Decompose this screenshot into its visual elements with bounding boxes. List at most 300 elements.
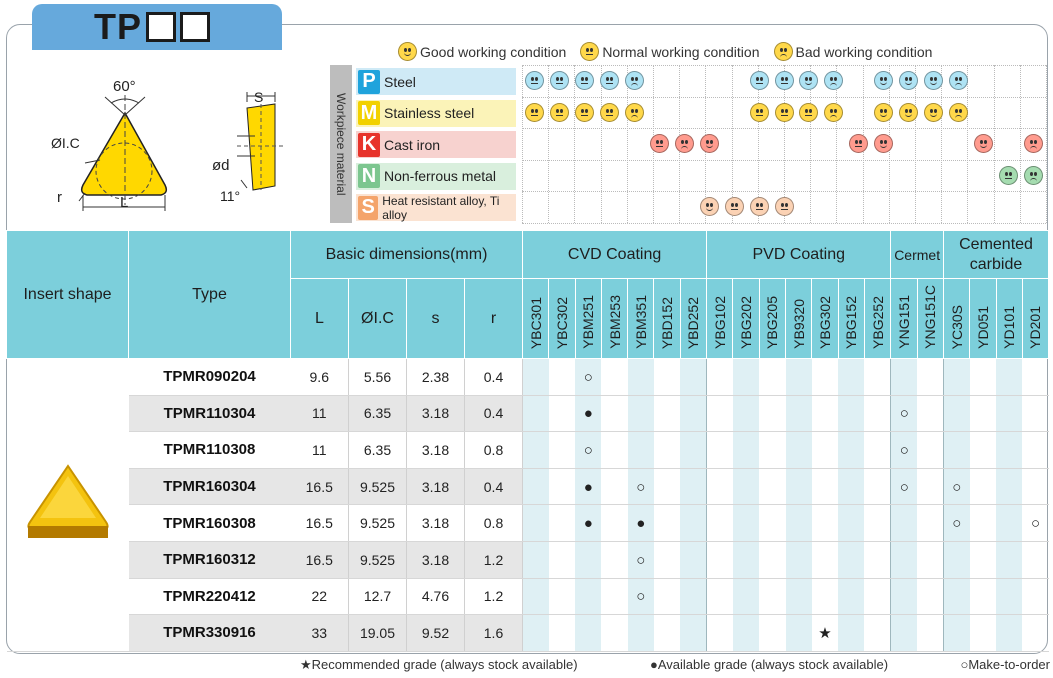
grade-cell (812, 505, 838, 542)
grade-cell (996, 395, 1022, 432)
grade-header (996, 279, 1022, 359)
grade-cell (680, 541, 706, 578)
grade-label: YBG102 (711, 296, 728, 349)
dim-cell: 6.35 (349, 432, 407, 469)
length-label: L (120, 194, 129, 211)
material-letter: N (358, 164, 380, 188)
grade-cell (786, 505, 812, 542)
grade-cell (575, 505, 601, 542)
grade-cell (996, 432, 1022, 469)
grade-mark: ○ (899, 441, 909, 459)
grade-cell (628, 505, 654, 542)
grade-cell (601, 615, 627, 652)
grade-cell (838, 541, 864, 578)
grade-cell (1022, 505, 1048, 542)
grade-header (549, 279, 575, 359)
grade-cell (601, 432, 627, 469)
grade-cell (996, 615, 1022, 652)
good-condition-icon (924, 103, 943, 122)
grade-mark: ★ (818, 624, 832, 642)
dim-cell: 0.8 (465, 432, 523, 469)
dim-L-header: L (291, 279, 349, 359)
condition-grid (522, 65, 1046, 223)
grade-header (575, 279, 601, 359)
grade-cell (864, 432, 890, 469)
grade-cell (943, 578, 969, 615)
grade-cell (838, 468, 864, 505)
dim-cell: 4.76 (407, 578, 465, 615)
grade-cell (733, 505, 759, 542)
good-face-icon (398, 42, 417, 61)
grade-cell (864, 578, 890, 615)
bad-condition-icon (949, 71, 968, 90)
normal-condition-icon (775, 103, 794, 122)
dim-cell: 16.5 (291, 541, 349, 578)
ic-label: ØI.C (51, 135, 80, 151)
dim-cell: 19.05 (349, 615, 407, 652)
grade-cell (891, 395, 917, 432)
material-letter: M (358, 101, 380, 125)
angle-label: 60° (113, 78, 136, 95)
grade-label: YBD252 (685, 296, 702, 349)
grade-label: YNG151 (895, 295, 912, 349)
grade-cell (733, 468, 759, 505)
grade-cell (523, 505, 549, 542)
grade-cell (707, 505, 733, 542)
type-cell: TPMR160312 (129, 541, 291, 578)
grade-cell (812, 615, 838, 652)
side-view-diagram (225, 90, 285, 200)
grade-header (733, 279, 759, 359)
table-row (7, 468, 1049, 505)
grade-cell (523, 541, 549, 578)
dim-cell: 2.38 (407, 359, 465, 396)
material-label: K Cast iron (356, 131, 516, 158)
grade-cell (970, 615, 996, 652)
grade-cell (759, 578, 785, 615)
grade-cell (917, 578, 943, 615)
grade-label: YBG302 (817, 296, 833, 349)
grade-cell (996, 468, 1022, 505)
type-header: Type (129, 231, 291, 359)
grade-cell (970, 578, 996, 615)
grade-cell (654, 432, 680, 469)
dim-cell: 1.6 (465, 615, 523, 652)
material-label: M Stainless steel (356, 100, 516, 127)
bad-condition-icon (675, 134, 694, 153)
insert-shape-cell (7, 359, 129, 652)
title-text: TP (94, 6, 143, 47)
grade-cell (838, 505, 864, 542)
grade-mark: ○ (583, 441, 593, 459)
grade-cell (628, 395, 654, 432)
grade-cell (812, 432, 838, 469)
bad-condition-icon (1024, 166, 1043, 185)
grade-header (970, 279, 996, 359)
grade-header (654, 279, 680, 359)
dim-cell: 0.4 (465, 359, 523, 396)
normal-condition-icon (600, 71, 619, 90)
grade-label: YBC302 (553, 296, 570, 349)
dim-cell: 0.4 (465, 395, 523, 432)
basic-dims-header: Basic dimensions(mm) (291, 231, 523, 279)
grade-label: YBM251 (580, 295, 597, 349)
grade-cell (628, 359, 654, 396)
grade-mark: ● (583, 515, 593, 533)
table-row (7, 395, 1049, 432)
grade-cell (996, 541, 1022, 578)
grade-cell (549, 615, 575, 652)
grade-cell (601, 541, 627, 578)
grade-header (917, 279, 943, 359)
grade-cell (759, 541, 785, 578)
grade-mark: ● (636, 515, 646, 533)
table-row (7, 578, 1049, 615)
grade-cell (707, 578, 733, 615)
grade-cell (733, 578, 759, 615)
footer-available: ●Available grade (always stock available) (649, 657, 889, 672)
grade-cell (786, 615, 812, 652)
dim-cell: 0.4 (465, 468, 523, 505)
grade-mark: ○ (1030, 515, 1040, 533)
grade-cell (864, 359, 890, 396)
table-row (7, 505, 1049, 542)
grade-header (601, 279, 627, 359)
grade-cell (786, 578, 812, 615)
grade-mark: ○ (899, 405, 909, 423)
type-cell: TPMR160304 (129, 468, 291, 505)
good-condition-icon (874, 71, 893, 90)
grade-cell (601, 395, 627, 432)
normal-condition-icon (849, 134, 868, 153)
grade-cell (575, 395, 601, 432)
material-label: P Steel (356, 68, 516, 95)
dim-cell: 3.18 (407, 505, 465, 542)
grade-mark: ○ (636, 551, 646, 569)
grade-label: YBD152 (659, 296, 676, 349)
workpiece-material-block (330, 65, 1046, 223)
good-condition-icon (874, 103, 893, 122)
grade-mark: ○ (899, 478, 909, 496)
grade-cell (628, 468, 654, 505)
grade-cell (628, 432, 654, 469)
grade-header (523, 279, 549, 359)
grade-cell (1022, 395, 1048, 432)
dim-cell: 1.2 (465, 578, 523, 615)
good-condition-icon (899, 103, 918, 122)
grade-cell (575, 578, 601, 615)
grade-mark: ○ (952, 515, 962, 533)
material-row (356, 67, 516, 96)
grade-cell (549, 468, 575, 505)
normal-condition-icon (550, 71, 569, 90)
grade-mark: ○ (952, 478, 962, 496)
grade-cell (733, 541, 759, 578)
grade-cell (707, 395, 733, 432)
table-row (7, 432, 1049, 469)
grade-cell (970, 395, 996, 432)
legend-normal: Normal working condition (580, 42, 759, 61)
grade-mark: ○ (636, 478, 646, 496)
grade-cell (549, 578, 575, 615)
grade-header (707, 279, 733, 359)
grade-cell (759, 468, 785, 505)
grade-cell (654, 615, 680, 652)
normal-condition-icon (575, 103, 594, 122)
grade-cell (917, 359, 943, 396)
dim-cell: 9.525 (349, 505, 407, 542)
grade-cell (707, 359, 733, 396)
grade-cell (575, 432, 601, 469)
grade-cell (680, 578, 706, 615)
dim-cell: 22 (291, 578, 349, 615)
grade-cell (917, 505, 943, 542)
grade-cell (838, 395, 864, 432)
grade-cell (523, 468, 549, 505)
grade-label: YBG252 (869, 296, 886, 349)
grade-cell (970, 468, 996, 505)
grade-cell (864, 395, 890, 432)
grade-cell (970, 432, 996, 469)
grade-cell (970, 541, 996, 578)
table-row (7, 359, 1049, 396)
normal-condition-icon (650, 134, 669, 153)
grade-cell (917, 395, 943, 432)
grade-cell (523, 615, 549, 652)
dim-cell: 0.8 (465, 505, 523, 542)
material-row (356, 162, 516, 191)
material-letter: K (358, 133, 380, 157)
grade-cell (759, 359, 785, 396)
grade-cell (864, 468, 890, 505)
grade-cell (601, 359, 627, 396)
grade-cell (707, 468, 733, 505)
good-condition-icon (700, 197, 719, 216)
grade-label: YC30S (948, 304, 965, 349)
dim-cell: 5.56 (349, 359, 407, 396)
grade-cell (891, 615, 917, 652)
grade-header (891, 279, 917, 359)
normal-condition-icon (575, 71, 594, 90)
title-tab (32, 4, 282, 50)
grade-header (628, 279, 654, 359)
grade-header (759, 279, 785, 359)
cermet-header: Cermet (891, 231, 944, 279)
grade-label: YD201 (1027, 306, 1044, 349)
type-cell: TPMR110304 (129, 395, 291, 432)
insert-shape-icon (20, 460, 116, 546)
material-label: N Non-ferrous metal (356, 163, 516, 190)
grade-cell (917, 541, 943, 578)
condition-legend (398, 42, 932, 61)
grade-cell (628, 541, 654, 578)
grade-label: YBG202 (738, 296, 755, 349)
type-cell: TPMR220412 (129, 578, 291, 615)
grade-cell (759, 395, 785, 432)
grade-cell (864, 615, 890, 652)
grade-cell (943, 541, 969, 578)
grade-cell (891, 432, 917, 469)
material-label: S Heat resistant alloy, Ti alloy (356, 194, 516, 221)
grade-cell (601, 468, 627, 505)
legend-bad: Bad working condition (774, 42, 933, 61)
normal-condition-icon (550, 103, 569, 122)
dim-cell: 3.18 (407, 395, 465, 432)
grade-header (864, 279, 890, 359)
grade-cell (654, 578, 680, 615)
grade-cell (786, 359, 812, 396)
grade-label: YBG205 (764, 296, 781, 349)
type-cell: TPMR090204 (129, 359, 291, 396)
good-condition-icon (799, 71, 818, 90)
table-row (7, 541, 1049, 578)
material-row (356, 193, 516, 222)
normal-condition-icon (750, 71, 769, 90)
dim-cell: 3.18 (407, 432, 465, 469)
grade-label: YBM253 (606, 295, 623, 349)
grade-header (786, 279, 812, 359)
pvd-header: PVD Coating (707, 231, 891, 279)
grade-cell (654, 395, 680, 432)
grade-cell (786, 468, 812, 505)
dim-cell: 16.5 (291, 468, 349, 505)
grade-label: YBC301 (527, 296, 544, 349)
dim-cell: 12.7 (349, 578, 407, 615)
good-condition-icon (700, 134, 719, 153)
grade-cell (970, 505, 996, 542)
grade-cell (812, 578, 838, 615)
bad-condition-icon (1024, 134, 1043, 153)
material-letter: S (358, 196, 378, 220)
grade-cell (786, 395, 812, 432)
grade-cell (707, 432, 733, 469)
grade-cell (812, 468, 838, 505)
grade-cell (759, 615, 785, 652)
grade-cell (996, 359, 1022, 396)
grade-header (943, 279, 969, 359)
dim-cell: 9.52 (407, 615, 465, 652)
dim-r-header: r (465, 279, 523, 359)
radius-label: r (57, 189, 62, 206)
grade-cell (628, 615, 654, 652)
grade-cell (549, 359, 575, 396)
grade-cell (891, 578, 917, 615)
grade-cell (601, 505, 627, 542)
normal-condition-icon (775, 197, 794, 216)
grade-cell (838, 432, 864, 469)
type-cell: TPMR110308 (129, 432, 291, 469)
grade-cell (1022, 578, 1048, 615)
bad-condition-icon (949, 103, 968, 122)
good-condition-icon (874, 134, 893, 153)
normal-face-icon (580, 42, 599, 61)
grade-cell (943, 359, 969, 396)
legend-good: Good working condition (398, 42, 566, 61)
bad-condition-icon (625, 71, 644, 90)
title-box-icon (180, 12, 210, 42)
grade-mark: ○ (583, 368, 593, 386)
grade-cell (680, 432, 706, 469)
grade-cell (917, 432, 943, 469)
grade-cell (654, 468, 680, 505)
good-condition-icon (974, 134, 993, 153)
dim-cell: 9.525 (349, 468, 407, 505)
grade-header (680, 279, 706, 359)
table-row (7, 615, 1049, 652)
grade-cell (917, 468, 943, 505)
bad-condition-icon (824, 103, 843, 122)
grade-label: YD101 (1001, 306, 1018, 349)
grade-cell (707, 615, 733, 652)
relief-label: 11° (220, 188, 241, 204)
normal-condition-icon (525, 103, 544, 122)
grade-cell (575, 615, 601, 652)
carbide-header: Cemented carbide (943, 231, 1048, 279)
grade-cell (943, 468, 969, 505)
grade-cell (733, 615, 759, 652)
grade-label: YBM351 (632, 295, 649, 349)
footer-legend (300, 657, 1050, 673)
grade-cell (1022, 432, 1048, 469)
material-row (356, 99, 516, 128)
grade-label: YD051 (974, 306, 991, 349)
grade-cell (628, 578, 654, 615)
hole-label: ød (212, 157, 230, 174)
dim-cell: 1.2 (465, 541, 523, 578)
grade-cell (549, 505, 575, 542)
bad-face-icon (774, 42, 793, 61)
grade-cell (680, 615, 706, 652)
normal-condition-icon (775, 71, 794, 90)
grade-cell (523, 395, 549, 432)
grade-cell (733, 395, 759, 432)
grade-cell (523, 359, 549, 396)
grade-cell (838, 578, 864, 615)
grade-header (1022, 279, 1048, 359)
normal-condition-icon (799, 103, 818, 122)
normal-condition-icon (750, 197, 769, 216)
grade-cell (707, 541, 733, 578)
dim-cell: 33 (291, 615, 349, 652)
grade-cell (943, 505, 969, 542)
dim-cell: 16.5 (291, 505, 349, 542)
grade-cell (917, 615, 943, 652)
grade-cell (1022, 359, 1048, 396)
normal-condition-icon (750, 103, 769, 122)
grade-cell (680, 505, 706, 542)
grade-label: YNG151C (922, 285, 939, 349)
grade-cell (549, 432, 575, 469)
dim-cell: 9.6 (291, 359, 349, 396)
grade-cell (891, 468, 917, 505)
normal-condition-icon (525, 71, 544, 90)
grade-cell (864, 541, 890, 578)
bad-condition-icon (625, 103, 644, 122)
grade-cell (654, 359, 680, 396)
grade-cell (680, 395, 706, 432)
grade-cell (1022, 541, 1048, 578)
grade-cell (943, 615, 969, 652)
grade-cell (523, 578, 549, 615)
grade-cell (759, 432, 785, 469)
grade-cell (654, 541, 680, 578)
grade-cell (943, 432, 969, 469)
grade-cell (812, 541, 838, 578)
grade-cell (759, 505, 785, 542)
type-cell: TPMR160308 (129, 505, 291, 542)
grade-cell (575, 359, 601, 396)
grade-cell (970, 359, 996, 396)
